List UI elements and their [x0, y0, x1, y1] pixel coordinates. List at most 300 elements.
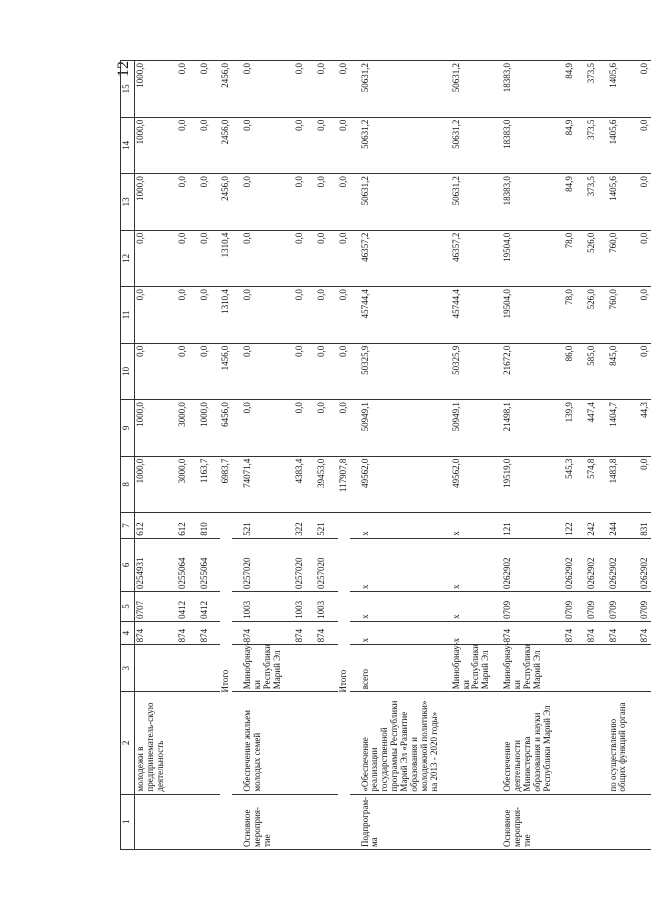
spacer-row: [629, 61, 639, 850]
table-cell: [350, 456, 360, 513]
table-cell: 0,0: [639, 287, 651, 344]
table-cell: [306, 174, 316, 231]
table-cell: 122: [564, 513, 576, 539]
table-cell: [629, 794, 639, 849]
table-cell: 1000,0: [135, 456, 167, 513]
spacer-row: [167, 61, 177, 850]
table-cell: 121: [502, 513, 553, 539]
table-cell: [350, 592, 360, 622]
table-cell: 874: [564, 621, 576, 644]
header-cell: 4: [121, 621, 135, 644]
table-cell: 0,0: [135, 287, 167, 344]
table-cell: [492, 174, 502, 231]
table-cell: 0707: [135, 592, 167, 622]
table-cell: [167, 538, 177, 591]
table-cell: [189, 61, 199, 118]
table-cell: 39453,0: [316, 456, 328, 513]
table-cell: [284, 174, 294, 231]
table-cell: [350, 61, 360, 118]
table-cell: [492, 400, 502, 457]
table-cell: 0,0: [242, 287, 284, 344]
table-cell: 373,5: [586, 61, 598, 118]
table-cell: 0262902: [639, 538, 651, 591]
table-cell: [441, 621, 451, 644]
table-cell: [350, 621, 360, 644]
table-cell: 3000,0: [177, 456, 189, 513]
table-cell: 44,3: [639, 400, 651, 457]
table-cell: 760,0: [608, 230, 630, 287]
table-cell: [328, 621, 338, 644]
spacer-row: [306, 61, 316, 850]
table-cell: [232, 538, 242, 591]
table-cell: [189, 456, 199, 513]
table-cell: [210, 61, 220, 118]
table-cell: 4383,4: [294, 456, 306, 513]
table-cell: 0,0: [199, 343, 211, 400]
table-cell: [210, 794, 220, 849]
table-cell: [629, 456, 639, 513]
table-cell: 50631,2: [360, 117, 441, 174]
table-cell: [492, 794, 502, 849]
table-cell: Итого: [338, 513, 350, 850]
table-cell: 2456,0: [220, 117, 232, 174]
table-cell: 0,0: [338, 230, 350, 287]
table-cell: [284, 117, 294, 174]
table-cell: [451, 692, 493, 794]
table-cell: 521: [316, 513, 328, 539]
table-cell: [167, 174, 177, 231]
table-cell: [328, 645, 338, 692]
table-cell: 0,0: [294, 117, 306, 174]
table-cell: [316, 645, 328, 692]
table-cell: [629, 592, 639, 622]
table-cell: 50325,9: [360, 343, 441, 400]
table-cell: [576, 287, 586, 344]
table-cell: [586, 794, 598, 849]
header-cell: 14: [121, 117, 135, 174]
table-cell: [328, 343, 338, 400]
table-cell: 1003: [294, 592, 306, 622]
table-cell: 0,0: [294, 174, 306, 231]
table-cell: 18383,0: [502, 174, 553, 231]
spacer-row: [210, 61, 220, 850]
table-cell: [189, 794, 199, 849]
table-cell: 84,9: [564, 117, 576, 174]
table-cell: 0,0: [177, 61, 189, 118]
table-cell: [328, 61, 338, 118]
table-cell: [328, 794, 338, 849]
table-cell: [350, 287, 360, 344]
table-cell: [167, 400, 177, 457]
table-cell: [284, 513, 294, 539]
table-cell: 0,0: [242, 230, 284, 287]
spacer-row: [232, 61, 242, 850]
table-cell: [598, 61, 608, 118]
table-cell: [608, 645, 630, 692]
table-cell: [598, 117, 608, 174]
table-cell: 0,0: [294, 61, 306, 118]
table-cell: [294, 645, 306, 692]
table-cell: [232, 794, 242, 849]
table-cell: [284, 343, 294, 400]
table-cell: [554, 287, 564, 344]
table-cell: [629, 287, 639, 344]
table-cell: [306, 287, 316, 344]
table-cell: [554, 117, 564, 174]
table-cell: [554, 456, 564, 513]
table-cell: [554, 400, 564, 457]
table-cell: [294, 794, 306, 849]
table-cell: [492, 287, 502, 344]
table-cell: 1310,4: [220, 287, 232, 344]
table-cell: 0,0: [242, 400, 284, 457]
table-cell: [306, 592, 316, 622]
header-cell: 11: [121, 287, 135, 344]
table-cell: 0255064: [177, 538, 189, 591]
table-cell: [441, 592, 451, 622]
table-cell: [350, 343, 360, 400]
table-cell: 0709: [564, 592, 576, 622]
table-cell: 242: [586, 513, 598, 539]
table-cell: [189, 538, 199, 591]
table-cell: [441, 645, 451, 692]
table-cell: [167, 513, 177, 539]
table-cell: 139,9: [564, 400, 576, 457]
table-cell: [167, 592, 177, 622]
spacer-row: [350, 61, 360, 850]
spacer-row: [554, 61, 564, 850]
table-cell: [554, 513, 564, 539]
table-cell: всего: [360, 645, 441, 692]
table-cell: 19504,0: [502, 287, 553, 344]
table-cell: [177, 692, 189, 794]
table-cell: 46357,2: [451, 230, 493, 287]
table-cell: 84,9: [564, 61, 576, 118]
spacer-row: [189, 61, 199, 850]
table-cell: [232, 621, 242, 644]
table-cell: [232, 287, 242, 344]
table-cell: [167, 621, 177, 644]
table-cell: 0,0: [639, 117, 651, 174]
table-cell: x: [360, 538, 441, 591]
table-cell: [608, 794, 630, 849]
table-cell: [210, 538, 220, 591]
table-cell: 1405,6: [608, 61, 630, 118]
total-row: [338, 61, 350, 850]
table-cell: [232, 692, 242, 794]
table-cell: 0,0: [177, 343, 189, 400]
table-cell: [328, 592, 338, 622]
table-cell: [328, 287, 338, 344]
table-cell: 0,0: [639, 343, 651, 400]
table-cell: [306, 538, 316, 591]
table-cell: 0,0: [135, 343, 167, 400]
table-cell: [232, 174, 242, 231]
table-cell: [492, 692, 502, 794]
table-cell: [210, 592, 220, 622]
table-cell: [492, 61, 502, 118]
table-cell: 0,0: [177, 174, 189, 231]
total-row: [220, 61, 232, 850]
table-cell: [328, 174, 338, 231]
table-cell: [576, 61, 586, 118]
table-cell: 874: [502, 621, 553, 644]
table-cell: [598, 174, 608, 231]
table-cell: [629, 343, 639, 400]
table-cell: [554, 61, 564, 118]
table-cell: [210, 287, 220, 344]
table-cell: [210, 117, 220, 174]
header-cell: 12: [121, 230, 135, 287]
table-cell: 117907,8: [338, 456, 350, 513]
table-cell: Основное мероприя-тие: [502, 794, 553, 849]
table-cell: [639, 645, 651, 692]
table-cell: 0257020: [294, 538, 306, 591]
table-cell: [350, 117, 360, 174]
table-cell: [328, 117, 338, 174]
table-cell: 0,0: [338, 174, 350, 231]
table-cell: [598, 513, 608, 539]
table-cell: [232, 117, 242, 174]
table-cell: 0,0: [294, 400, 306, 457]
table-cell: [306, 513, 316, 539]
header-cell: 1: [121, 794, 135, 849]
header-cell: 8: [121, 456, 135, 513]
table-cell: [350, 538, 360, 591]
table-cell: 2456,0: [220, 61, 232, 118]
table-cell: 1003: [316, 592, 328, 622]
table-cell: 21672,0: [502, 343, 553, 400]
table-cell: [598, 456, 608, 513]
table-cell: [199, 692, 211, 794]
table-cell: [328, 513, 338, 539]
table-cell: [199, 794, 211, 849]
table-cell: [554, 645, 564, 692]
table-cell: 0,0: [639, 230, 651, 287]
table-cell: [306, 230, 316, 287]
table-cell: [350, 513, 360, 539]
table-cell: 50325,9: [451, 343, 493, 400]
table-cell: 874: [294, 621, 306, 644]
table-cell: 0,0: [242, 174, 284, 231]
table-cell: 0709: [639, 592, 651, 622]
table-cell: [306, 621, 316, 644]
table-cell: x: [451, 621, 493, 644]
table-cell: 0,0: [199, 61, 211, 118]
table-cell: 0709: [608, 592, 630, 622]
table-cell: [284, 230, 294, 287]
table-cell: 84,9: [564, 174, 576, 231]
table-cell: [350, 645, 360, 692]
table-cell: x: [451, 538, 493, 591]
table-cell: 1405,6: [608, 174, 630, 231]
table-cell: [586, 645, 598, 692]
table-cell: 0412: [177, 592, 189, 622]
table-cell: 0709: [502, 592, 553, 622]
table-row: [177, 61, 189, 850]
table-row: [502, 61, 553, 850]
table-cell: [210, 621, 220, 644]
table-cell: 0,0: [294, 230, 306, 287]
table-cell: 526,0: [586, 230, 598, 287]
table-cell: 0,0: [639, 456, 651, 513]
table-cell: Подпрограм-ма: [360, 794, 441, 849]
table-cell: [306, 400, 316, 457]
table-cell: 0,0: [242, 117, 284, 174]
table-cell: [441, 61, 451, 118]
table-cell: [135, 794, 167, 849]
table-cell: [189, 592, 199, 622]
table-cell: [167, 230, 177, 287]
table-cell: 0,0: [294, 343, 306, 400]
table-row: [639, 61, 651, 850]
table-cell: [629, 538, 639, 591]
table-cell: [451, 794, 493, 849]
table-cell: [306, 645, 316, 692]
table-cell: [306, 456, 316, 513]
table-cell: [492, 592, 502, 622]
table-cell: [576, 230, 586, 287]
table-cell: [564, 645, 576, 692]
spacer-row: [328, 61, 338, 850]
table-cell: 1000,0: [135, 61, 167, 118]
table-cell: 322: [294, 513, 306, 539]
table-cell: [492, 456, 502, 513]
table-cell: 244: [608, 513, 630, 539]
table-cell: [639, 794, 651, 849]
table-cell: [284, 538, 294, 591]
table-cell: [492, 538, 502, 591]
table-cell: 2456,0: [220, 174, 232, 231]
table-cell: [232, 645, 242, 692]
rotated-page-content: [120, 60, 650, 850]
table-cell: [350, 794, 360, 849]
table-cell: [492, 645, 502, 692]
table-cell: [598, 538, 608, 591]
table-cell: 0262902: [608, 538, 630, 591]
table-cell: x: [451, 513, 493, 539]
table-cell: [284, 61, 294, 118]
table-cell: 545,3: [564, 456, 576, 513]
table-cell: [350, 692, 360, 794]
table-cell: 1456,0: [220, 343, 232, 400]
table-cell: 0262902: [502, 538, 553, 591]
table-cell: 0,0: [338, 400, 350, 457]
table-cell: [350, 400, 360, 457]
table-cell: 521: [242, 513, 284, 539]
table-cell: [306, 692, 316, 794]
table-cell: 0,0: [338, 117, 350, 174]
table-cell: [441, 117, 451, 174]
table-cell: [189, 621, 199, 644]
header-cell: 6: [121, 538, 135, 591]
table-cell: [629, 621, 639, 644]
table-cell: [210, 343, 220, 400]
table-cell: [189, 343, 199, 400]
table-cell: x: [360, 592, 441, 622]
table-cell: 447,4: [586, 400, 598, 457]
table-cell: [629, 513, 639, 539]
table-cell: 1000,0: [135, 174, 167, 231]
table-cell: 373,5: [586, 117, 598, 174]
spacer-row: [576, 61, 586, 850]
table-row: [135, 61, 167, 850]
table-cell: [306, 794, 316, 849]
table-cell: [284, 400, 294, 457]
table-cell: [598, 287, 608, 344]
table-cell: 78,0: [564, 287, 576, 344]
table-row: [360, 61, 441, 850]
table-cell: [554, 343, 564, 400]
table-cell: 0,0: [338, 343, 350, 400]
table-cell: 874: [177, 621, 189, 644]
table-cell: 49562,0: [451, 456, 493, 513]
table-cell: 0,0: [316, 117, 328, 174]
table-cell: [441, 230, 451, 287]
table-cell: [210, 230, 220, 287]
table-cell: [564, 794, 576, 849]
table-cell: 50631,2: [360, 61, 441, 118]
table-cell: 0,0: [639, 174, 651, 231]
table-cell: 45744,4: [360, 287, 441, 344]
table-cell: [576, 592, 586, 622]
table-cell: [441, 174, 451, 231]
table-cell: [554, 621, 564, 644]
table-cell: 1000,0: [135, 400, 167, 457]
table-cell: [492, 117, 502, 174]
table-cell: 874: [316, 621, 328, 644]
table-cell: [284, 592, 294, 622]
table-cell: [598, 343, 608, 400]
table-cell: [210, 692, 220, 794]
table-cell: 1000,0: [199, 400, 211, 457]
table-body: [135, 61, 651, 850]
table-cell: [177, 645, 189, 692]
table-cell: [629, 692, 639, 794]
table-cell: [328, 230, 338, 287]
table-cell: Обеспечение деятельности Министерства образования и науки Республики Марий Эл: [502, 692, 553, 794]
table-cell: [167, 287, 177, 344]
table-cell: 574,8: [586, 456, 598, 513]
table-cell: 831: [639, 513, 651, 539]
table-cell: 19519,0: [502, 456, 553, 513]
table-cell: 0412: [199, 592, 211, 622]
table-cell: 0,0: [338, 287, 350, 344]
table-cell: [576, 343, 586, 400]
table-cell: 50631,2: [360, 174, 441, 231]
table-cell: [598, 621, 608, 644]
table-cell: Минобрнау-ки Республики Марий Эл: [502, 645, 553, 692]
table-cell: [167, 794, 177, 849]
table-cell: [328, 692, 338, 794]
table-cell: 0,0: [199, 174, 211, 231]
table-cell: [232, 400, 242, 457]
table-cell: [306, 61, 316, 118]
table-cell: 0709: [586, 592, 598, 622]
table-cell: 874: [199, 621, 211, 644]
table-cell: 0,0: [294, 287, 306, 344]
table-cell: 19504,0: [502, 230, 553, 287]
table-cell: 0,0: [316, 174, 328, 231]
table-cell: [576, 513, 586, 539]
table-cell: 6456,0: [220, 400, 232, 457]
table-cell: 0257020: [242, 538, 284, 591]
table-cell: [189, 645, 199, 692]
table-cell: [177, 794, 189, 849]
table-cell: [639, 692, 651, 794]
table-row: [294, 61, 306, 850]
table-cell: [441, 343, 451, 400]
